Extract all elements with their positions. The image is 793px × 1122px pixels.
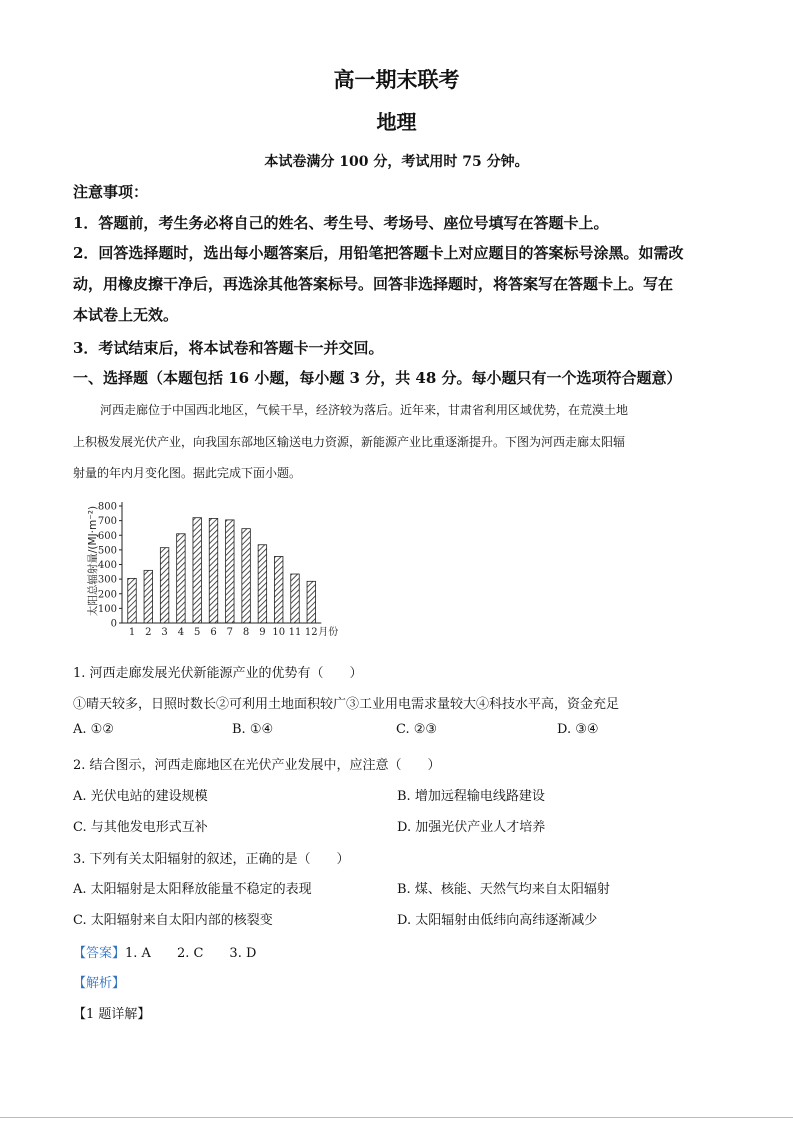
chart-x-tick-label: 6: [210, 627, 217, 638]
chart-y-tick-label: 600: [97, 530, 117, 542]
chart-bar-month-2: [144, 570, 153, 623]
chart-y-tick-label: 200: [97, 589, 117, 601]
chart-bar-month-5: [193, 518, 202, 623]
chart-bar-month-8: [242, 529, 251, 623]
note-item-2-line-3: 本试卷上无效。: [73, 306, 179, 324]
q3-option-a[interactable]: A. 太阳辐射是太阳释放能量不稳定的表现: [73, 882, 312, 897]
chart-x-tick-label: 8: [242, 627, 250, 638]
chart-x-tick-label: 12: [304, 627, 318, 638]
chart-y-tick-label: 700: [97, 516, 117, 528]
chart-y-tick-label: 400: [97, 560, 117, 571]
q1-option-b[interactable]: B. ①④: [232, 722, 274, 737]
chart-bar-month-9: [258, 545, 267, 623]
q3-option-b[interactable]: B. 煤、核能、天然气均来自太阳辐射: [397, 882, 610, 897]
chart-x-axis-unit: 月份: [318, 627, 339, 638]
answer-label: 【答案】: [73, 946, 126, 961]
note-item-2-line-2: 动，用橡皮擦干净后，再选涂其他答案标号。回答非选择题时，将答案写在答题卡上。写在: [73, 275, 674, 293]
chart-y-axis-label: 太阳总辐射量/(MJ·m⁻²): [87, 505, 99, 617]
notes-heading: 注意事项：: [73, 183, 149, 201]
q2-option-c[interactable]: C. 与其他发电形式互补: [73, 820, 208, 835]
chart-bar-month-4: [177, 534, 186, 623]
analysis-detail-1: 【1 题详解】: [73, 1007, 151, 1022]
analysis-label: 【解析】: [73, 976, 126, 991]
chart-y-tick-label: 800: [97, 501, 117, 513]
section-heading: 一、选择题（本题包括 16 小题，每小题 3 分，共 48 分。每小题只有一个选项符合题意）: [73, 369, 682, 387]
chart-x-tick-label: 2: [145, 627, 152, 638]
chart-y-tick-label: 500: [97, 545, 117, 557]
q3-option-c[interactable]: C. 太阳辐射来自太阳内部的核裂变: [73, 913, 273, 928]
chart-x-tick-label: 5: [194, 627, 201, 638]
q3-stem: 3. 下列有关太阳辐射的叙述，正确的是（ ）: [73, 852, 350, 867]
passage-line-3: 射量的年内月变化图。据此完成下面小题。: [73, 466, 302, 480]
q2-option-b[interactable]: B. 增加远程输电线路建设: [397, 789, 545, 804]
note-item-2-line-1: 2．回答选择题时，选出每小题答案后，用铅笔把答题卡上对应题目的答案标号涂黑。如需改: [73, 244, 684, 262]
q1-option-a[interactable]: A. ①②: [73, 722, 114, 737]
q2-stem: 2. 结合图示，河西走廊地区在光伏产业发展中，应注意（ ）: [73, 758, 441, 773]
q1-statements: ①晴天较多，日照时数长②可利用土地面积较广③工业用电需求量较大④科技水平高，资金充足: [73, 697, 620, 712]
chart-bar-month-1: [128, 578, 137, 623]
exam-info: 本试卷满分 100 分，考试用时 75 分钟。: [264, 154, 529, 170]
chart-bar-month-3: [160, 548, 169, 623]
passage-line-1: 河西走廊位于中国西北地区，气候干旱，经济较为落后。近年来，甘肃省利用区域优势，在荒漠土地: [100, 403, 629, 417]
chart-bar-month-6: [209, 518, 218, 623]
answer-line: [73, 942, 256, 961]
subject-title: 地理: [376, 110, 417, 134]
chart-x-tick-label: 1: [128, 627, 136, 638]
chart-x-tick-label: 9: [259, 627, 266, 638]
radiation-bar-chart: [70, 490, 360, 640]
q1-option-c[interactable]: C. ②③: [396, 722, 438, 737]
chart-x-tick-label: 4: [177, 627, 185, 638]
q2-option-d[interactable]: D. 加强光伏产业人才培养: [397, 820, 546, 835]
q1-option-d[interactable]: D. ③④: [557, 722, 599, 737]
chart-y-tick-label: 100: [97, 603, 117, 615]
q1-stem: 1. 河西走廊发展光伏新能源产业的优势有（ ）: [73, 666, 363, 681]
chart-bar-month-7: [226, 520, 235, 623]
chart-x-tick-label: 3: [161, 627, 168, 638]
passage-line-2: 上积极发展光伏产业，向我国东部地区输送电力资源，新能源产业比重逐渐提升。下图为河西走廊太阳辐: [73, 435, 626, 449]
q2-option-a[interactable]: A. 光伏电站的建设规模: [73, 789, 208, 804]
note-item-3: 3．考试结束后，将本试卷和答题卡一并交回。: [73, 339, 384, 357]
page-footer-divider: [0, 1117, 793, 1118]
chart-bar-month-12: [307, 581, 316, 623]
chart-x-tick-label: 11: [288, 627, 302, 638]
chart-bar-month-10: [274, 556, 283, 623]
answer-text: 1. A 2. C 3. D: [125, 946, 257, 961]
q3-option-d[interactable]: D. 太阳辐射由低纬向高纬逐渐减少: [397, 913, 598, 928]
chart-bar-month-11: [291, 574, 300, 623]
chart-y-tick-label: 0: [110, 618, 117, 630]
chart-x-tick-label: 10: [272, 627, 286, 638]
chart-y-tick-label: 300: [97, 574, 117, 586]
exam-title: 高一期末联考: [333, 67, 460, 92]
note-item-1: 1．答题前，考生务必将自己的姓名、考生号、考场号、座位号填写在答题卡上。: [73, 214, 609, 232]
chart-x-tick-label: 7: [226, 627, 233, 638]
